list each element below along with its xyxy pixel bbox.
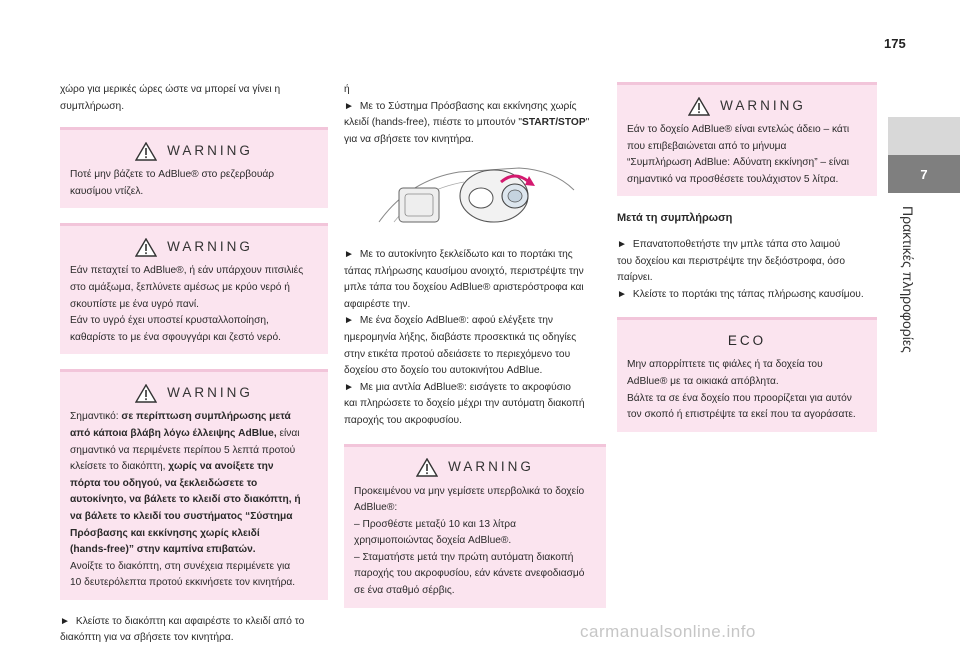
warning-box-4: [344, 444, 606, 608]
arrow-bullet-icon: ►: [617, 238, 627, 250]
column-3: [617, 82, 877, 432]
step-text: κλειδί (hands-free), πιέστε το μπουτόν ": [344, 117, 523, 129]
warning-text: [70, 476, 318, 493]
warning-title: WARNING: [167, 239, 253, 255]
warning-triangle-icon: [135, 384, 157, 403]
intro-line: χώρο για μερικές ώρες ώστε να μπορεί να γίνει η: [60, 84, 281, 95]
step-text: Κλείστε το πορτάκι της τάπας πλήρωσης καυσίμου.: [632, 288, 864, 300]
warning-text: Εάν το υγρό έχει υποστεί κρυσταλλοποίηση,: [70, 315, 269, 327]
step-line: [344, 115, 606, 132]
step-text: Με το αυτοκίνητο ξεκλείδωτο και το πορτάκι της: [359, 248, 573, 260]
warning-text: [70, 492, 318, 509]
warning-title: WARNING: [167, 385, 253, 401]
bold-text: αυτοκίνητο, να βάλετε το κλειδί στο διακόπτη, ή: [70, 494, 301, 506]
warning-text: καυσίμου ντίζελ.: [70, 185, 144, 197]
warning-text: [70, 509, 318, 526]
warning-text: – Προσθέστε μεταξύ 10 και 13 λίτρα: [354, 518, 516, 530]
arrow-bullet-icon: ►: [60, 615, 70, 627]
fuel-flap-diagram-icon: [369, 160, 589, 230]
step-line: στην ετικέτα προτού αδειάσετε το περιεχόμενο του: [344, 348, 571, 360]
arrow-bullet-icon: ►: [617, 288, 627, 300]
bold-text: START/STOP: [522, 117, 586, 129]
step-text: Επανατοποθετήστε την μπλε τάπα στο λαιμού: [632, 238, 841, 250]
warning-triangle-icon: [688, 97, 710, 116]
bold-text: από κάποια βλάβη λόγω έλλειψης AdBlue,: [70, 427, 277, 439]
step-line: [617, 287, 877, 304]
step-line: [617, 237, 877, 254]
warning-text: [70, 542, 318, 559]
step-line: παίρνει.: [617, 272, 653, 284]
eco-box: [617, 317, 877, 431]
step-line: [60, 614, 328, 631]
bold-text: σε περίπτωση συμπλήρωσης μετά: [121, 411, 291, 423]
warning-title: WARNING: [167, 142, 253, 158]
warning-box-5: [617, 82, 877, 196]
warning-text: σε ένα σταθμό σέρβις.: [354, 585, 455, 597]
warning-text: στο αμάξωμα, ξεπλύνετε αμέσως με κρύο νερό ή: [70, 281, 290, 293]
arrow-bullet-icon: ►: [344, 248, 354, 260]
text-span: Σημαντικό:: [70, 411, 122, 423]
arrow-bullet-icon: ►: [344, 100, 354, 112]
step-text: Με μια αντλία AdBlue®: εισάγετε το ακροφύσιο: [359, 381, 571, 393]
warning-box-1: [60, 127, 328, 208]
bold-text: πόρτα του οδηγού, να ξεκλειδώσετε το: [70, 477, 258, 489]
step-line: δοχείου στο δοχείο του αυτοκινήτου AdBlue.: [344, 365, 543, 377]
warning-triangle-icon: [416, 458, 438, 477]
eco-text: Βάλτε τα σε ένα δοχείο που προορίζεται για αυτόν: [627, 392, 852, 404]
warning-title: WARNING: [448, 459, 534, 475]
warning-text: που επιβεβαιώνεται από το μήνυμα: [627, 140, 787, 152]
section-title: Μετά τη συμπλήρωση: [617, 212, 733, 225]
chapter-title: [898, 206, 922, 406]
warning-text: [70, 426, 318, 443]
step-text: Με ένα δοχείο AdBlue®: αφού ελέγξετε την: [359, 315, 553, 327]
warning-header: [627, 92, 867, 120]
step-line: [344, 247, 606, 264]
warning-text: – Σταματήστε μετά την πρώτη αυτόματη διακοπή: [354, 551, 574, 563]
arrow-bullet-icon: ►: [344, 315, 354, 327]
warning-text: [70, 526, 318, 543]
chapter-tab[interactable]: 7: [888, 155, 960, 193]
warning-text: σκουπίστε με ένα υγρό πανί.: [70, 298, 199, 310]
warning-text: [70, 459, 318, 476]
eco-title: ECO: [727, 333, 767, 349]
warning-text: σημαντικό να προσθέσετε τουλάχιστον 5 λίτρα.: [627, 173, 839, 185]
warning-triangle-icon: [135, 238, 157, 257]
step-line: αφαιρέστε την.: [344, 298, 411, 310]
step-line: παροχής του ακροφυσίου.: [344, 414, 462, 426]
step-line: μπλε τάπα του δοχείου AdBlue® αριστερόστροφα και: [344, 282, 584, 294]
step-line: και πληρώσετε το δοχείο μέχρι την αυτόματη διακοπή: [344, 398, 585, 410]
step-text: Κλείστε το διακόπτη και αφαιρέστε το κλειδί από το: [75, 615, 305, 627]
warning-header: [70, 379, 318, 407]
warning-text: Ανοίξτε το διακόπτη, στη συνέχεια περιμένετε για: [70, 560, 291, 572]
warning-box-2: [60, 223, 328, 354]
warning-text: σημαντικό να περιμένετε περίπου 5 λεπτά προτού: [70, 444, 296, 456]
chapter-tab-upper: [888, 117, 960, 155]
step-line: για να σβήσετε τον κινητήρα.: [344, 133, 474, 145]
watermark: carmanualsonline.info: [580, 622, 756, 641]
bold-text: να βάλετε το κλειδί του συστήματος “Σύστημα: [70, 510, 293, 522]
step-line: διακόπτη για να σβήσετε τον κινητήρα.: [60, 632, 234, 644]
warning-title: WARNING: [720, 97, 806, 113]
step-line: ημερομηνία λήξης, διαβάστε προσεκτικά τις οδηγίες: [344, 331, 577, 343]
warning-text: Εάν το δοχείο AdBlue® είναι εντελώς άδειο – κάτι: [627, 124, 850, 135]
eco-text: τον σκοπό ή επιστρέψτε τα εκεί που τα αγοράσατε.: [627, 409, 856, 421]
text-span: είναι: [276, 427, 300, 439]
warning-text: Εάν πεταχτεί το AdBlue®, ή εάν υπάρχουν πιτσιλιές: [70, 265, 304, 277]
warning-text: καθαρίστε το με ένα σφουγγάρι και ζεστό νερό.: [70, 331, 281, 343]
text-span: κλείσετε το διακόπτη,: [70, 461, 169, 473]
step-line: [344, 313, 606, 330]
warning-box-3: [60, 369, 328, 600]
step-line: [344, 99, 606, 116]
step-text: Με το Σύστημα Πρόσβασης και εκκίνησης χωρίς: [359, 100, 577, 112]
warning-header: [70, 233, 318, 261]
warning-header: [354, 454, 596, 482]
warning-text: παροχής του ακροφυσίου, εάν κάνετε ανεφοδιασμό: [354, 568, 585, 580]
page-number: 175: [884, 36, 906, 51]
column-2: [344, 82, 606, 608]
or-text: ή: [344, 84, 350, 95]
arrow-bullet-icon: ►: [344, 381, 354, 393]
column-1: [60, 82, 328, 647]
bold-text: (hands-free)” στην καμπίνα επιβατών.: [70, 544, 256, 556]
eco-text: Μην απορρίπτετε τις φιάλες ή τα δοχεία του: [627, 359, 823, 371]
warning-text: χρησιμοποιώντας δοχεία AdBlue®.: [354, 535, 512, 547]
warning-text: AdBlue®:: [354, 502, 398, 514]
bold-text: χωρίς να ανοίξετε την: [168, 461, 274, 473]
chapter-title-text: Πρακτικές πληροφορίες: [900, 206, 916, 353]
bold-text: Πρόσβασης και εκκίνησης χωρίς κλειδί: [70, 527, 260, 539]
eco-text: AdBlue® με τα οικιακά απόβλητα.: [627, 375, 779, 387]
warning-text: 10 δευτερόλεπτα προτού εκκινήσετε τον κινητήρα.: [70, 577, 296, 589]
warning-text: “Συμπλήρωση AdBlue: Αδύνατη εκκίνηση” – είναι: [627, 157, 849, 169]
warning-header: [70, 137, 318, 165]
warning-text: Προκειμένου να μην γεμίσετε υπερβολικά το δοχείο: [354, 485, 585, 497]
warning-text: [70, 409, 318, 426]
step-line: [344, 380, 606, 397]
step-line: του δοχείου και περιστρέψτε την δεξιόστροφα, όσο: [617, 255, 845, 267]
step-line: τάπας πλήρωσης καυσίμου ανοιχτό, περιστρέψτε την: [344, 265, 584, 277]
warning-text: Ποτέ μην βάζετε το AdBlue® στο ρεζερβουάρ: [70, 169, 275, 181]
intro-line: συμπλήρωση.: [60, 100, 125, 112]
warning-triangle-icon: [135, 142, 157, 161]
step-text: ": [585, 117, 590, 129]
